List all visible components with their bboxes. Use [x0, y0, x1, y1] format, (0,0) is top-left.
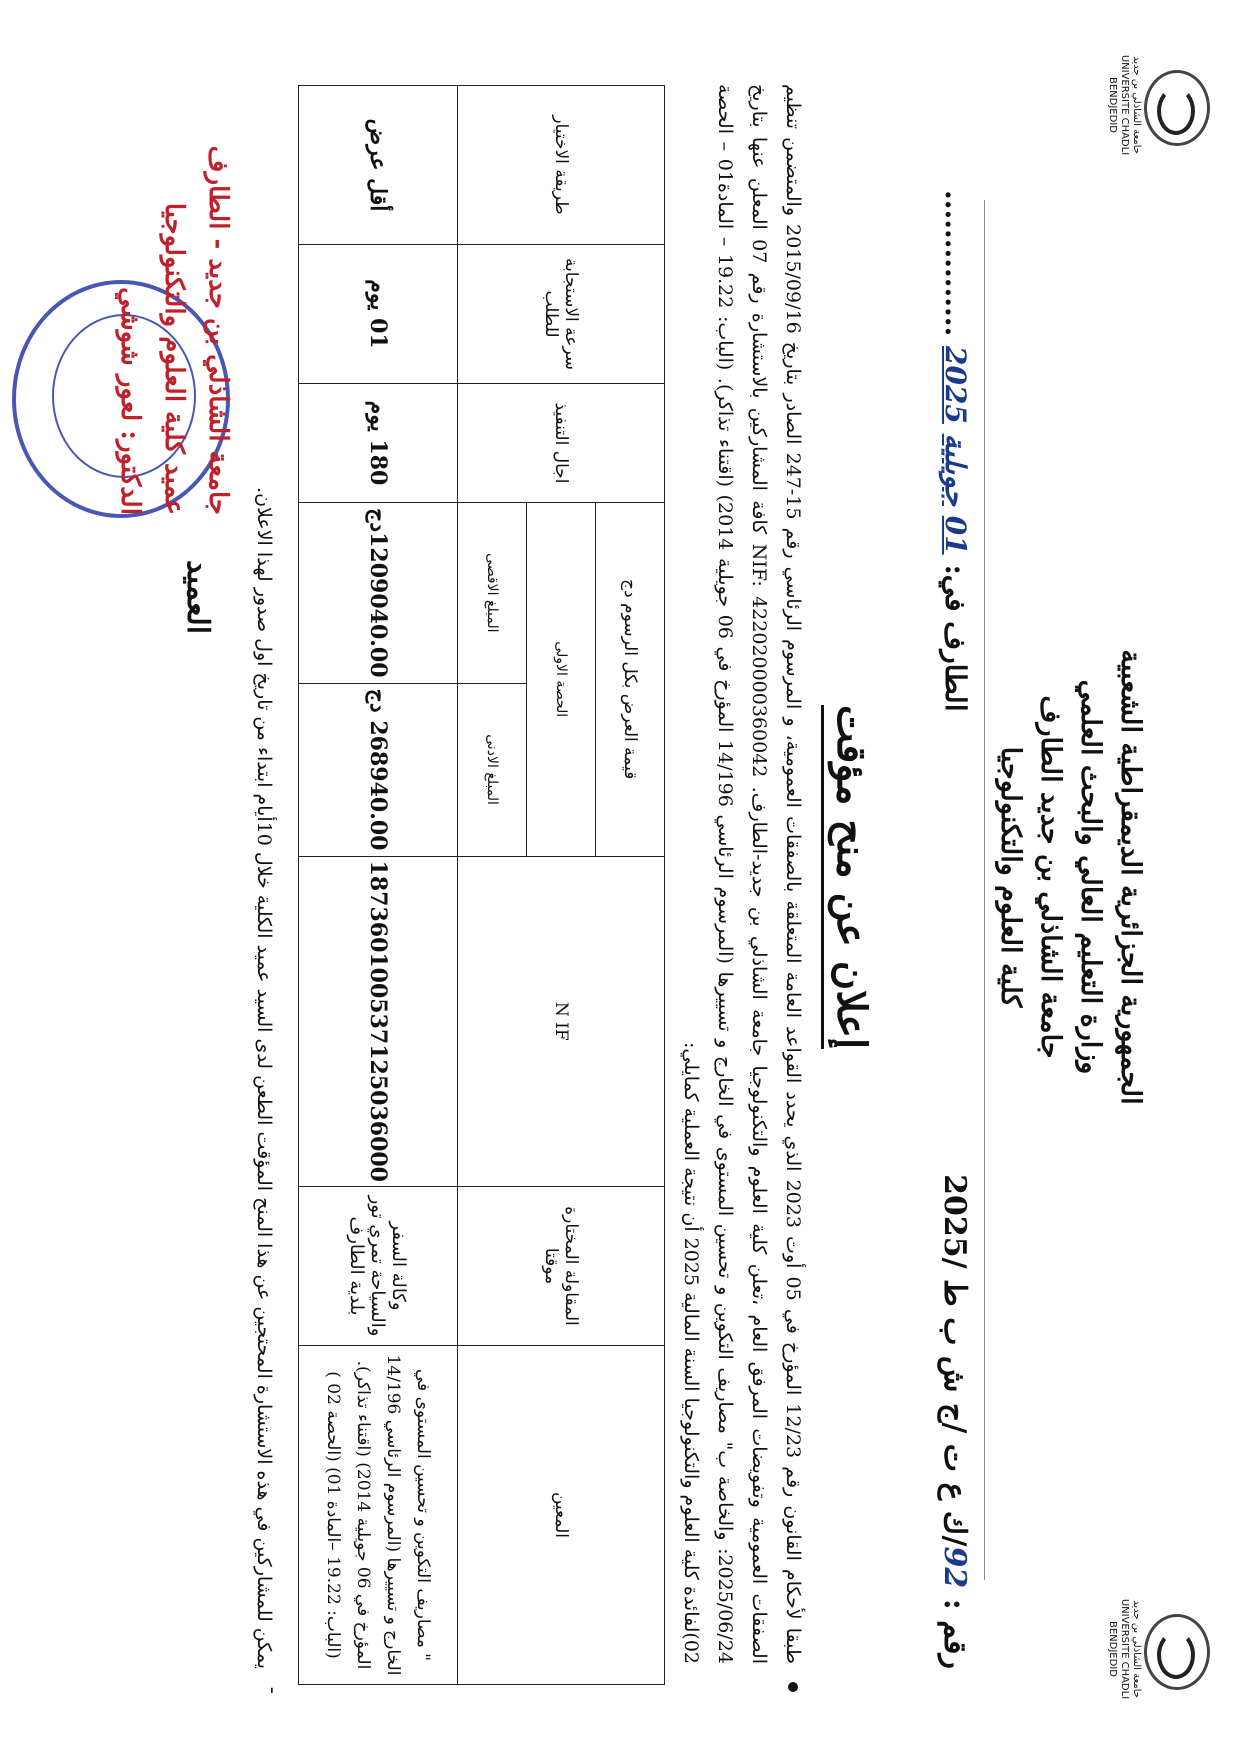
stamp-line-3: الدكتور: لعور شوشي	[115, 287, 145, 515]
reference-handwritten-number: 92	[937, 1546, 972, 1589]
reference-number	[937, 1174, 972, 1669]
reference-code: /ك ع ت /ج ش ب ط /2025	[937, 1174, 972, 1547]
logo-text-fr: UNIVERSITE CHADLI BENDJEDID	[1107, 1598, 1130, 1700]
letterhead	[990, 0, 1150, 1754]
cell-subject: " مصاريف التكوين و تحسين المستوى في الخارج و تسييرها (المرسوم الرئاسي 14/196 المؤرخ في 06 جويلية 2014) (اقتناء تذاكر). (الباب: 19.22 –المادة 01) (الحصة 02 )	[299, 1346, 458, 1685]
document-title: إعلان عن منح مؤقت	[828, 0, 875, 1754]
logo-text-fr: UNIVERSITE CHADLI BENDJEDID	[1107, 54, 1130, 156]
results-table	[298, 85, 665, 1685]
date-dots: ...............	[939, 190, 972, 337]
stamp-line-2: عميد كلية العلوم والتكنولوجيا	[159, 202, 189, 515]
divider	[984, 200, 985, 1580]
bullet-icon	[788, 1682, 798, 1692]
appeal-notice: يمكن للمشاركين في هذه الاستشارة المحتجين عن هذا المنح المؤقت الطعن لدى السيد عميد الكلية خلال 10أيام ابتداء من تاريخ اول صدور لهذا الاعلان.	[253, 487, 275, 1669]
date-line	[939, 190, 972, 712]
announcement-paragraph: طبقا لأحكام القانون رقم 12/23 المؤرخ في 05 أوت 2023 الذي يحدد القواعد العامة المتعلقة بالصفقات العمومية، و المرسوم الرئاسي رقم 15-247 الصادر بتاريخ 2015/09/16 والمتضمن تنظيم الصفقات العمومية وتفويضات المرفق العام ،تعلن كلية العلوم والتكنولوجيا جامعة الشاذلي بن جديد-الطارف. NIF: 422020000360042 كافة المشاركين بالاستشارة رقم 07 المعلن عنها بتاريخ 2025/06/24: والخاصة ب" مصاريف التكوين و تحسين المستوى في الخارج و تسييرها (المرسوم الرئاسي 14/196 المؤرخ في 06 جويلية 2014) (اقتناء تذاكر). (الباب: 19.22 – المادة01 – الحصة 02)لفائدة كلية العلوم والتكنولوجيا السنة المالية 2025 أن نتيجة العملية كمايلي:	[680, 84, 804, 1665]
cell-response-speed: 01 يوم	[299, 245, 458, 384]
logo-icon	[1144, 1614, 1210, 1690]
logo-text-ar: جامعة الشاذلي بن جديد	[1131, 1600, 1142, 1698]
logo-icon	[1144, 70, 1210, 146]
date-prefix: الطارف في:	[939, 564, 972, 712]
letterhead-line-2: وزارة التعليم العالي والبحث العلمي	[1075, 679, 1106, 1075]
logo-text-ar: جامعة الشاذلي بن جديد	[1131, 56, 1142, 154]
cell-selection-method: أقل عرض	[299, 86, 458, 245]
table-row	[299, 86, 458, 1685]
cell-nif: 187360100537125036000	[299, 856, 458, 1186]
letterhead-line-3: جامعة الشاذلي بن جديد الطارف	[1035, 695, 1066, 1059]
cell-company: وكالة السفر والسياحة تمري تور بلدية الطارف	[299, 1187, 458, 1346]
cell-max-amount: 1209040.00دج	[299, 503, 458, 684]
date-day: 01	[939, 515, 972, 555]
header-company: المقاولة المختارة موقتا	[458, 1187, 665, 1346]
header-response-speed: سرعة الاستجابة للطلب	[458, 245, 665, 384]
dean-title: العميد	[180, 560, 215, 635]
table-header-row	[596, 86, 665, 1685]
date-year: 2025	[939, 345, 972, 424]
signature-stamp	[50, 95, 240, 515]
header-selection-method: طريقة الاختيار	[458, 86, 665, 245]
cell-min-amount: 268940.00 دج	[299, 683, 458, 856]
cell-duration: 180 يوم	[299, 384, 458, 503]
letterhead-line-4: كلية العلوم والتكنولوجيا	[995, 746, 1026, 1008]
letterhead-line-1: الجمهورية الجزائرية الديمقراطية الشعبية	[1115, 649, 1146, 1105]
header-min-amount: المبلغ الادنى	[458, 683, 527, 856]
header-offer-value: قيمة العرض بكل الرسوم دج	[596, 503, 665, 857]
reference-label: رقم :	[937, 1598, 972, 1669]
header-max-amount: المبلغ الاقصى	[458, 503, 527, 684]
header-nif: N IF	[458, 856, 665, 1186]
date-month: جويلية	[939, 433, 972, 506]
footer-dash: -	[261, 1686, 285, 1694]
header-duration: اجال التنفيذ	[458, 384, 665, 503]
header-subject: المعين	[458, 1346, 665, 1685]
stamp-line-1: جامعة الشاذلي بن جديد - الطارف	[203, 145, 233, 515]
header-lot-one: الحصة الاولى	[527, 503, 596, 857]
